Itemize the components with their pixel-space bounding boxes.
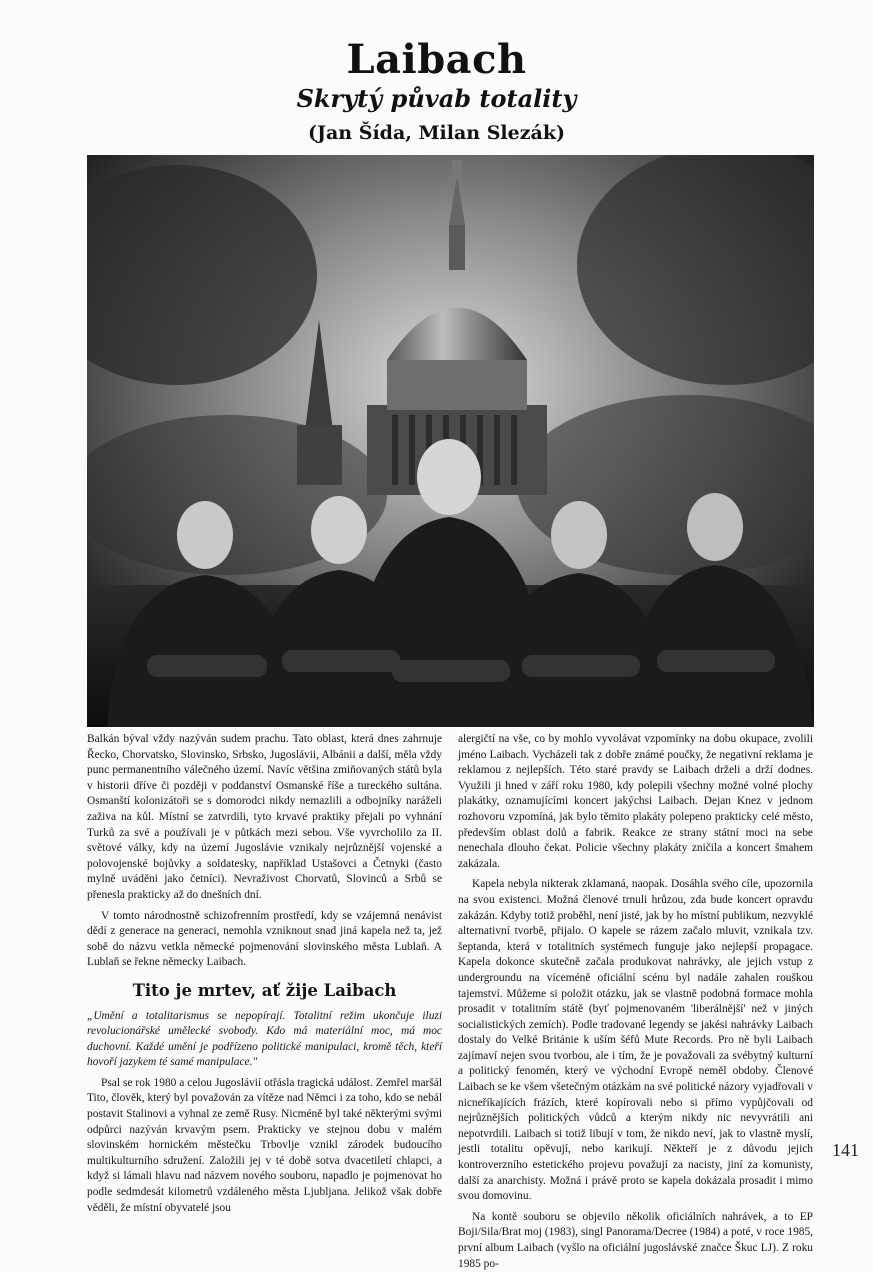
paragraph: Na kontě souboru se objevilo několik oficiálních nahrávek, a to EP Boji/Sila/Brat moj (1983), singl Panorama/Decree (1984) a poté, v roce 1985, první album Laibach (vyšlo na oficiální jugoslávské značce Škuc LJ). Z roku 1985 po- (458, 1210, 813, 1270)
paragraph: V tomto národnostně schizofrenním prostředí, kdy se vzájemná nenávist dědí z generace na generaci, nemohla vzniknout snad jiná kapela než ta, jež sobě do názvu vetkla německé pojmenování slovinského města Lublaň. A Lublaň se řekne německy Laibach. (87, 909, 442, 969)
article-subtitle: Skrytý půvab totality (296, 84, 577, 113)
paragraph: Kapela nebyla nikterak zklamaná, naopak. Dosáhla svého cíle, upozornila na svou existenci. Možná členové trnuli hrůzou, zda bude koncert opravdu zakázán. Kdyby totiž proběhl, není jisté, jak by ho místní publikum, nezvyklé alternativní tvorbě, přijalo. O kapele se rázem začalo mluvit, vznikala tzv. šeptanda, která v totalitních systémech funguje jako nejlepší propagace. Kapela dokonce skutečně začala produkovat nahrávky, ale jejich vstup z undergroundu na víceméně oficiální scénu byl nadále zahalen rouškou tajemství. Můžeme si položit otázku, jak se vlastně podobná formace mohla prosadit v totalitním státě (byť pojmenovaném 'liberálnější' než v jiných socialistických zemích). Podle tradované legendy se jakési nahrávky Laibach dostaly do Velké Británie k uším šéfů Mute Records. Pro ně byli Laibach zajímaví nejen svou tvorbou, ale i tím, že je považovali za svébytný kulturní a politický fenomén, který ve východní Evropě neměl obdoby. Členové Laibach se ke všem všetečným otázkám na své politické názory vyjadřovali v nicneříkajících frázích, které kopírovali nebo si přímo vypůjčovali od nejrůznějších politických vůdců a kterým nikdy nic nevyvrátili ani nepotvrdili. Laibach si totiž libují v tom, že nikdo neví, jak to vlastně myslí, jestli totalitu opěvují, nebo karikují. Někteří je z důvodu jejich kontroverzního estetického projevu považují za nacisty, jiní za komunisty, další za anarchisty. Možná i právě proto se kapela dokázala prosadit i mimo svou domovinu. (458, 878, 813, 1203)
band-photo (87, 155, 814, 727)
paragraph: alergičtí na vše, co by mohlo vyvolávat vzpomínky na dobu okupace, zvolili jméno Laibach. Vycházeli tak z dobře známé poučky, že negativní reklama je reklamou z nejlepších. Této staré pravdy se Laibach drželi a drží dodnes. Využili ji hned v září roku 1980, kdy polepili všechny možné volné plochy plakátky, oznamujícími koncert jakýchsi Laibach. Dejan Knez v jednom rozhovoru vzpomíná, jak bylo těmito plakáty polepeno prakticky celé město, především oblast dolů a fabrik. Reakce ze strany státní moci na sebe nenechala dlouho čekat. Policie všechny plakáty zničila a koncert šmahem zakázala. (458, 733, 813, 870)
page-number: 141 (832, 1140, 859, 1160)
article-title: Laibach (346, 36, 527, 83)
paragraph: Balkán býval vždy nazýván sudem prachu. Tato oblast, která dnes zahrnuje Řecko, Chorvatsko, Slovinsko, Srbsko, Jugoslávii, Albánii a další, měla vždy punc permanentního válečného území. Navíc většina zmiňovaných států byla v historii dříve či později v poddanství Osmanské říše a tureckého sultána. Osmanští kolonizátoři se s domorodci nikdy nemazlili a odbojníky naráželi zaživa na kůl. Místní se zatvrdili, tyto krvavé praktiky přejali po vyhnání Turků za své a používali je v půtkách mezi sebou. Vše vyvrcholilo za II. světové války, kdy na území Jugoslávie vznikaly nejrůznější vojenské a polovojenské bojůvky a soldatesky, například Ustašovci a Četnyki (často mylně uváděni jako četníci). Nevraživost Chorvatů, Slovinců a Srbů se přenesla prakticky až do dnešních dní. (87, 733, 442, 901)
article-authors: (Jan Šída, Milan Slezák) (308, 122, 565, 144)
left-column (87, 732, 442, 1216)
epigraph-quote: „Umění a totalitarismus se nepopírají. Totalitní režim ukončuje iluzi revolucionářské umělecké svobody. Kdo má materiální moc, má moc duchovní. Každé umění je podřízeno politické manipulaci, kromě těch, kteří hovoří jazykem té samé manipulace." (87, 1009, 442, 1069)
paragraph: Psal se rok 1980 a celou Jugoslávií otřásla tragická událost. Zemřel maršál Tito, člověk, který byl považován za vítěze nad Němci i za toho, kdo se nebál postavit Stalinovi a vyhnal ze země Rusy. Nicméně byl také některými svými odpůrci nazýván krvavým psem. Prakticky ve stejnou dobu v malém slovinském hornickém městečku Trbovlje vznikl zárodek budoucího multikulturního sdružení. Založili jej v té době sotva dvacetiletí chlapci, a když si lámali hlavu nad názvem nového souboru, napadlo je pojmenovat ho podle sedmdesát kilometrů vzdáleného města Ljubljana. Jelikož však dobře věděli, že místní obyvatelé jsou (87, 1076, 442, 1214)
right-column (458, 732, 813, 1272)
section-heading: Tito je mrtev, ať žije Laibach (132, 980, 397, 1000)
